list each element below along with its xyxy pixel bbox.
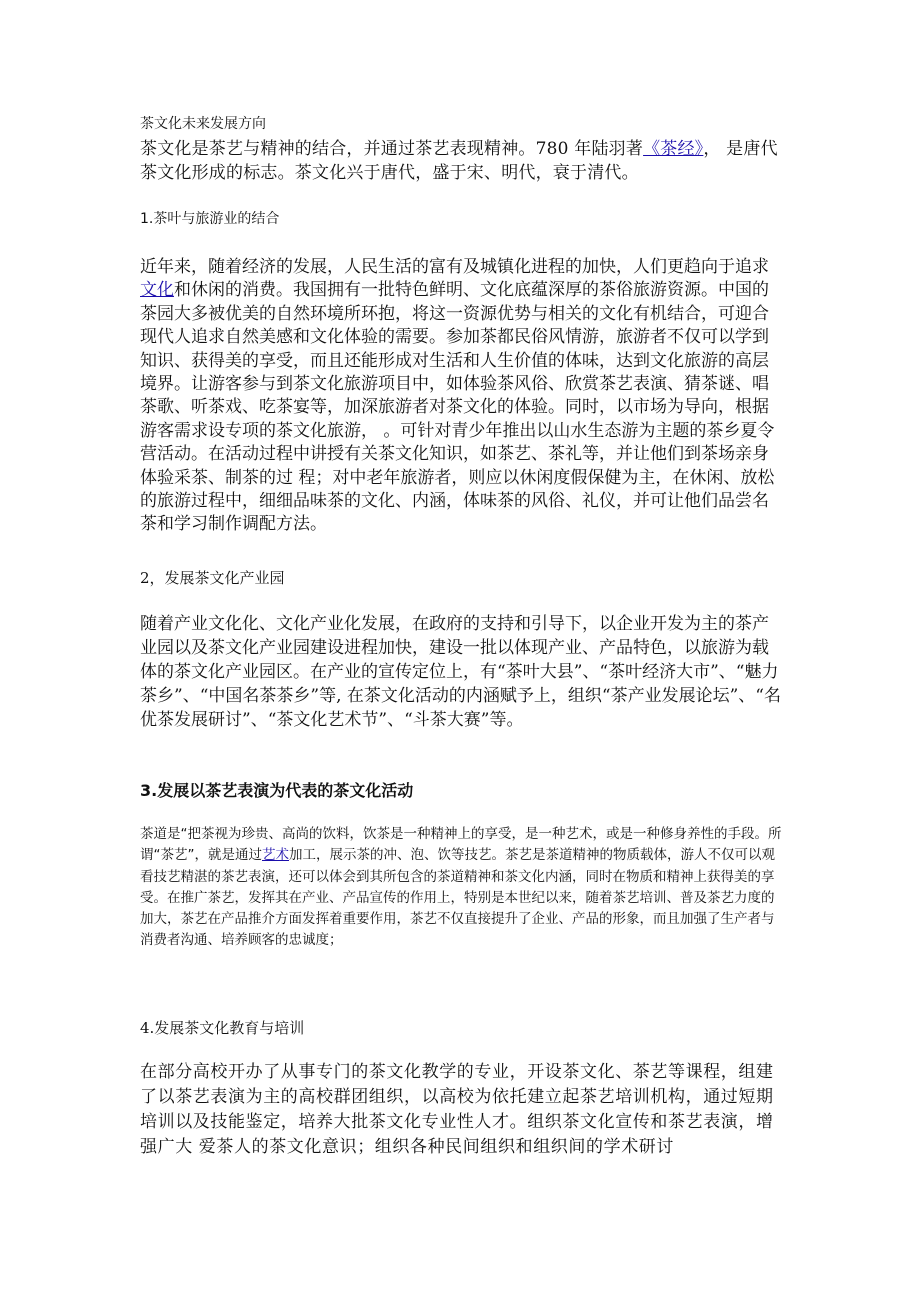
section-3-title: 3.发展以茶艺表演为代表的茶文化活动: [140, 781, 414, 800]
yishu-link[interactable]: 艺术: [262, 847, 289, 864]
section-4-body: 在部分高校开办了从事专门的茶文化教学的专业，开设茶文化、茶艺等课程，组建了以茶艺表演为主的高校群团组织，以高校为依托建立起茶艺培训机构，通过短期 培训以及技能鉴定，培养大批茶文化专业性人才。组织茶文化宣传和茶艺表演，增强广大 爱茶人的茶文化意识；组织各种民间组织和组织间的学术研讨: [140, 1062, 774, 1157]
wenhua-link[interactable]: 文化: [140, 280, 174, 301]
section-1-body: 近年来，随着经济的发展，人民生活的富有及城镇化进程的加快，人们更趋向于追求文化和休闲的消费。我国拥有一批特色鲜明、文化底蕴深厚的茶俗旅游资源。中国的茶园大多被优美的自然环境所环抱，将这一资源优势与相关的文化有机结合，可迎合现代人追求自然美感和文化体验的需要。参加茶都民俗风情游，旅游者不仅可以学到知识、获得美的享受，而且还能形成对生活和人生价值的体味，达到文化旅游的高层境界。让游客参与到茶文化旅游项目中，如体验茶风俗、欣赏茶艺表演、猜茶谜、唱茶歌、听茶戏、吃茶宴等，加深旅游者对茶文化的体验。同时，以市场为导向，根据游客需求设专项的茶文化旅游， 。可针对青少年推出以山水生态游为主题的茶乡夏令营活动。在活动过程中讲授有关茶文化知识，如茶艺、茶礼等，并让他们到茶场亲身体验采茶、制茶的过 程；对中老年旅游者，则应以休闲度假保健为主，在休闲、放松的旅游过程中，细细品味茶的文化、内涵，体味茶的风俗、礼仪，并可让他们品尝名茶和学习制作调配方法。: [140, 257, 775, 535]
document-title: 茶文化未来发展方向: [140, 116, 266, 132]
section-2-body: 随着产业文化化、文化产业化发展，在政府的支持和引导下，以企业开发为主的茶产业园以及茶文化产业园建设进程加快，建设一批以体现产业、产品特色，以旅游为载体的茶文化产业园区。在产业的宣传定位上，有“茶叶大县”、“茶叶经济大市”、“魅力茶乡”、“中国名茶茶乡”等, 在茶文化活动的内涵赋予上，组织“茶产业发展论坛”、“名优茶发展研讨”、“茶文化艺术节”、“斗茶大赛”等。: [140, 614, 781, 730]
intro-paragraph: 茶文化是茶艺与精神的结合，并通过茶艺表现精神。780 年陆羽著《茶经》， 是唐代茶文化形成的标志。茶文化兴于唐代，盛于宋、明代，衰于清代。: [140, 139, 778, 183]
section-1-title: 1.茶叶与旅游业的结合: [140, 211, 280, 227]
section-3-body: 茶道是“把茶视为珍贵、高尚的饮料，饮茶是一种精神上的享受，是一种艺术，或是一种修身养性的手段。所谓“茶艺”，就是通过艺术加工，展示茶的冲、泡、饮等技艺。茶艺是茶道精神的物质载体，游人不仅可以观看技艺精湛的茶艺表演，还可以体会到其所包含的茶道精神和茶文化内涵，同时在物质和精神上获得美的享受。在推广茶艺，发挥其在产业、产品宣传的作用上，特别是本世纪以来，随着茶艺培训、普及茶艺力度的加大，茶艺在产品推介方面发挥着重要作用，茶艺不仅直接提升了企业、产品的形象，而且加强了生产者与消费者沟通、培养顾客的忠诚度；: [140, 826, 782, 949]
section-2-title: 2，发展茶文化产业园: [140, 569, 285, 587]
section-4-title: 4.发展茶文化教育与培训: [140, 1019, 305, 1037]
chajing-link[interactable]: 《茶经》: [643, 139, 704, 159]
